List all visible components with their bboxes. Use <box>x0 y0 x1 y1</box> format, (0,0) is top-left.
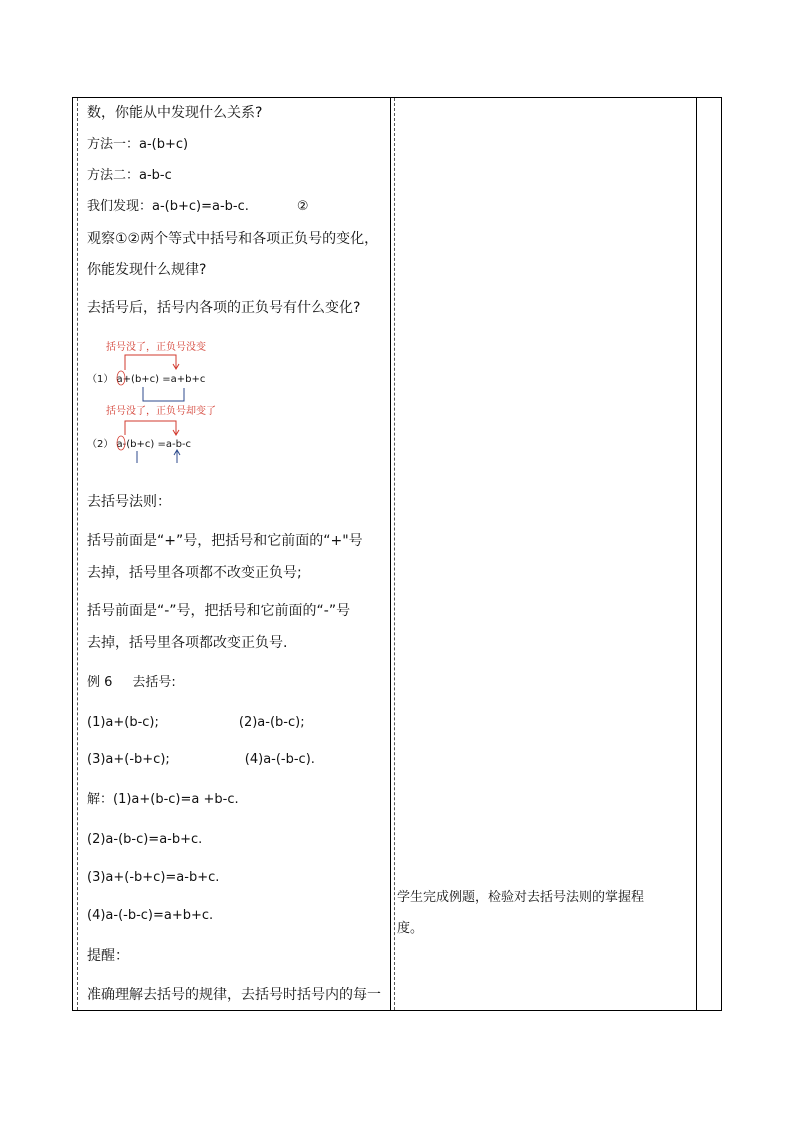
red-bracket-arrow <box>125 421 176 435</box>
dashed-guide <box>77 98 78 1010</box>
text-line: 方法二：a-b-c <box>87 168 172 183</box>
example-item: (4)a-(-b-c). <box>244 752 315 767</box>
solution-line: (4)a-(-b-c)=a+b+c. <box>87 908 214 923</box>
diagram-equation-1: （1） a+(b+c) =a+b+c <box>87 374 206 385</box>
reminder-heading: 提醒： <box>87 948 129 964</box>
solution-line: (3)a+(-b+c)=a-b+c. <box>87 870 220 885</box>
dashed-guide <box>394 98 395 1010</box>
solution-line: 解：(1)a+(b-c)=a +b-c. <box>87 792 239 807</box>
text-line: 你能发现什么规律? <box>87 262 207 278</box>
bracket-diagram-svg <box>87 337 227 463</box>
equation-text: 我们发现：a-(b+c)=a-b-c. <box>87 199 249 214</box>
text-line: 括号前面是“+”号，把括号和它前面的“+"号 <box>87 533 363 549</box>
example-item: (3)a+(-b+c); <box>87 752 170 767</box>
text-line: 数，你能从中发现什么关系? <box>87 105 263 121</box>
red-bracket-arrow <box>125 355 176 370</box>
text-line: 观察①②两个等式中括号和各项正负号的变化， <box>87 231 379 247</box>
text-line: 方法一：a-(b+c) <box>87 137 189 152</box>
text-line: 去括号后，括号内各项的正负号有什么变化? <box>87 300 361 316</box>
text-line: 去掉，括号里各项都不改变正负号; <box>87 565 302 581</box>
bracket-removal-diagram <box>87 337 227 463</box>
diagram-caption-2: 括号没了，正负号却变了 <box>106 406 216 417</box>
text-line <box>87 199 309 215</box>
text-line: 准确理解去括号的规律，去括号时括号内的每一 <box>87 987 381 1003</box>
solution-line: (2)a-(b-c)=a-b+c. <box>87 832 203 847</box>
blue-bracket-arrow <box>143 387 184 401</box>
text-line: 度。 <box>397 921 424 936</box>
column-divider <box>696 98 697 1010</box>
text-line: 括号前面是“-”号，把括号和它前面的“-”号 <box>87 603 351 619</box>
column-divider <box>390 98 391 1010</box>
blue-bracket-arrow <box>137 451 177 463</box>
example-heading <box>87 675 176 691</box>
example-number: 例 6 <box>87 675 113 690</box>
text-line: 去掉，括号里各项都改变正负号. <box>87 635 288 651</box>
circled-number-two: ② <box>296 199 309 214</box>
example-row <box>87 715 305 731</box>
section-heading: 去括号法则： <box>87 494 171 510</box>
text-line: 学生完成例题，检验对去括号法则的掌握程 <box>397 890 645 905</box>
example-title: 去括号: <box>132 675 176 690</box>
diagram-equation-2: （2） a-(b+c) =a-b-c <box>87 439 192 450</box>
example-item: (1)a+(b-c); <box>87 715 159 730</box>
example-item: (2)a-(b-c); <box>238 715 305 730</box>
diagram-caption-1: 括号没了，正负号没变 <box>106 342 206 353</box>
example-row <box>87 752 315 768</box>
